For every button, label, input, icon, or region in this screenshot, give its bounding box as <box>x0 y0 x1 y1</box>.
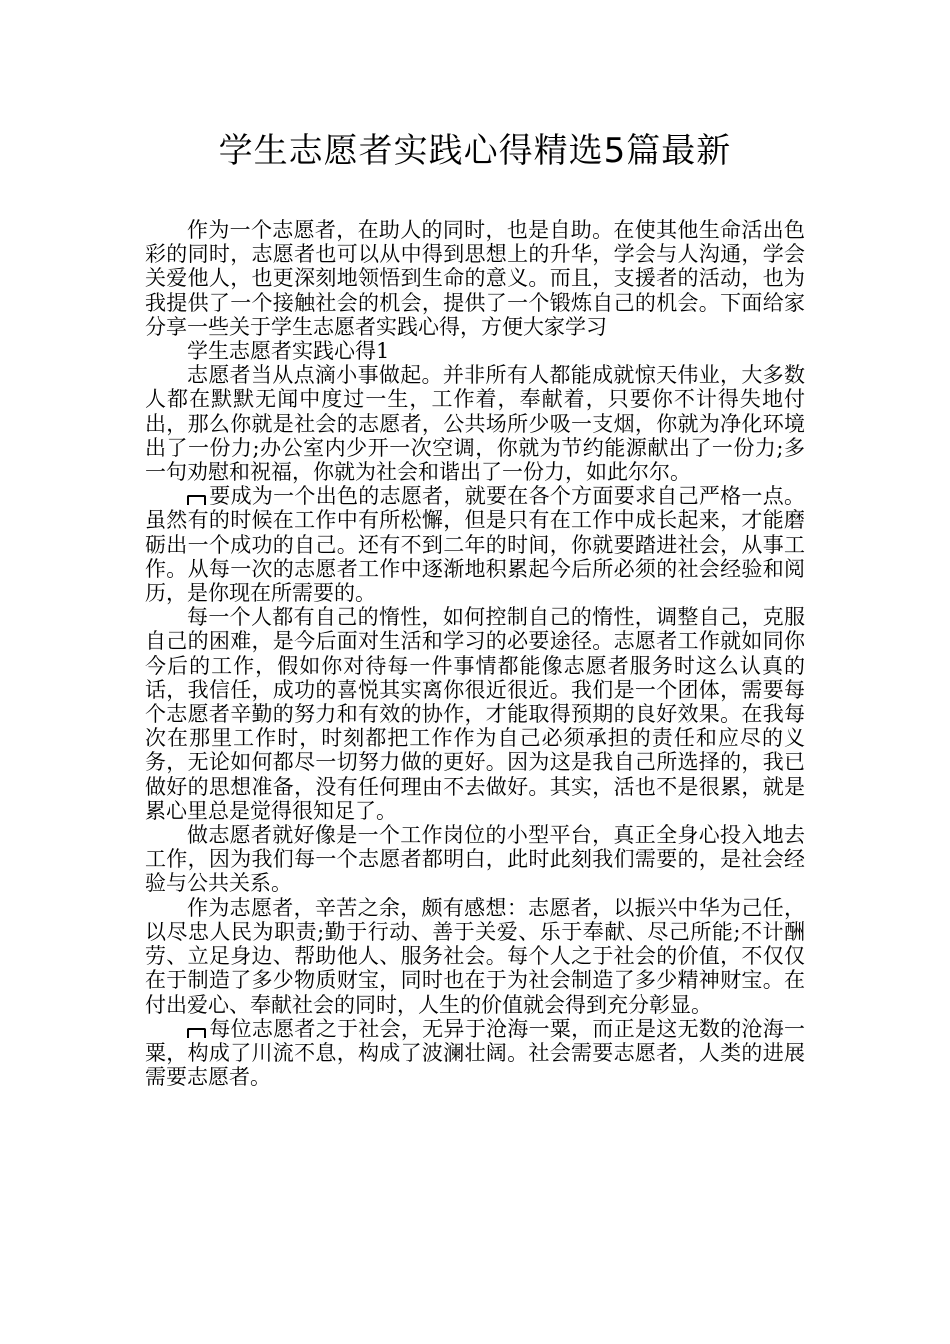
paragraph-text: 作为一个志愿者，在助人的同时，也是自助。在使其他生命活出色彩的同时，志愿者也可以从中得到思想上的升华，学会与人沟通，学会关爱他人，也更深刻地领悟到生命的意义。而且，支援者的活动，也为我提供了一个接触社会的机会，提供了一个锻炼自己的机会。下面给家分享一些关于学生志愿者实践心得，方便大家学习 <box>145 218 805 339</box>
paragraph <box>145 363 805 484</box>
paragraph-text: 作为志愿者，辛苦之余，颇有感想：志愿者，以振兴中华为己任，以尽忠人民为职责;勤于行动、善于关爱、乐于奉献、尽己所能;不计酬劳、立足身边、帮助他人、服务社会。每个人之于社会的价值，不仅仅在于制造了多少物质财宝，同时也在于为社会制造了多少精神财宝。在付出爱心、奉献社会的同时，人生的价值就会得到充分彰显。 <box>145 895 805 1017</box>
paragraph-text: 要成为一个出色的志愿者，就要在各个方面要求自己严格一点。虽然有的时候在工作中有所松懈，但是只有在工作中成长起来，才能磨砺出一个成功的自己。还有不到二年的时间，你就要踏进社会，从事工作。从每一次的志愿者工作中逐渐地积累起今后所必须的社会经验和阅历，是你现在所需要的。 <box>145 484 805 606</box>
paragraph <box>145 218 805 339</box>
paragraph-text: 志愿者当从点滴小事做起。并非所有人都能成就惊天伟业，大多数人都在默默无闻中度过一生，工作着，奉献着，只要你不计得失地付出，那么你就是社会的志愿者，公共场所少吸一支烟，你就为净化环境出了一份力;办公室内少开一次空调，你就为节约能源献出了一份力;多一句劝慰和祝福，你就为社会和谐出了一份力，如此尔尔。 <box>145 363 805 485</box>
section-heading-text: 学生志愿者实践心得1 <box>187 339 390 364</box>
bracket-mark-icon <box>187 495 206 505</box>
paragraph <box>145 605 805 823</box>
paragraph <box>145 823 805 896</box>
paragraph-text: 每位志愿者之于社会，无异于沧海一粟，而正是这无数的沧海一粟，构成了川流不息，构成了波澜壮阔。社会需要志愿者，人类的进展需要志愿者。 <box>145 1016 805 1090</box>
document-body <box>145 218 805 1089</box>
bracket-mark-icon <box>187 1028 206 1038</box>
document-title: 学生志愿者实践心得精选5篇最新 <box>218 131 732 171</box>
paragraph <box>145 896 805 1017</box>
section-heading <box>145 339 805 363</box>
paragraph-text: 每一个人都有自己的惰性，如何控制自己的惰性，调整自己，克服自己的困难，是今后面对生活和学习的必要途径。志愿者工作就如同你今后的工作，假如你对待每一件事情都能像志愿者服务时这么认真的话，我信任，成功的喜悦其实离你很近很近。我们是一个团体，需要每个志愿者辛勤的努力和有效的协作，才能取得预期的良好效果。在我每次在那里工作时，时刻都把工作作为自己必须承担的责任和应尽的义务，无论如何都尽一切努力做的更好。因为这是我自己所选择的，我已做好的思想准备，没有任何理由不去做好。其实，活也不是很累，就是累心里总是觉得很知足了。 <box>145 605 805 823</box>
paragraph <box>145 484 805 605</box>
paragraph-text: 做志愿者就好像是一个工作岗位的小型平台，真正全身心投入地去工作，因为我们每一个志愿者都明白，此时此刻我们需要的，是社会经验与公共关系。 <box>145 823 805 896</box>
paragraph <box>145 1017 805 1090</box>
